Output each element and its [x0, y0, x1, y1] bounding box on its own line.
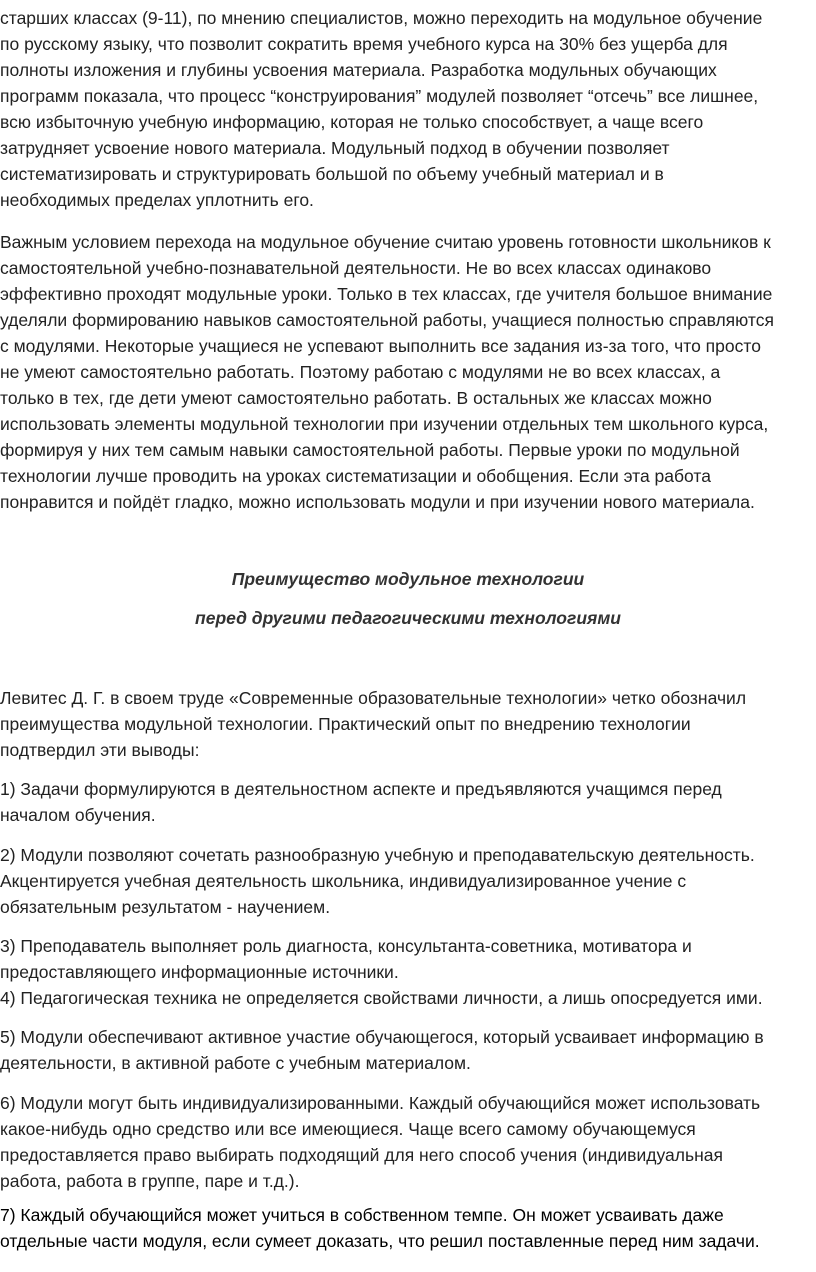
- list-item-5: [0, 1024, 816, 1076]
- section-heading-line-1: Преимущество модульное технологии: [231, 569, 585, 589]
- text-line: с модулями. Некоторые учащиеся не успевают выполнить все задания из-за того, что просто: [0, 336, 761, 356]
- text-line: отдельные части модуля, если сумеет доказать, что решил поставленные перед ним задачи.: [0, 1231, 760, 1251]
- text-line: всю избыточную учебную информацию, которая не только способствует, а чаще всего: [0, 112, 704, 132]
- text-line: предоставляется право выбирать подходящий для него способ учения (индивидуальная: [0, 1145, 723, 1165]
- text-line: старших классах (9-11), по мнению специалистов, можно переходить на модульное обучение: [0, 8, 763, 28]
- text-line: уделяли формированию навыков самостоятельной работы, учащиеся полностью справляются: [0, 310, 774, 330]
- text-line: началом обучения.: [0, 805, 156, 825]
- text-line: 3) Преподаватель выполняет роль диагноста, консультанта-советника, мотиватора и: [0, 936, 692, 956]
- text-line: не умеют самостоятельно работать. Поэтому работаю с модулями не во всех классах, а: [0, 362, 721, 382]
- list-item-2: [0, 842, 816, 920]
- text-line: какое-нибудь одно средство или все имеющиеся. Чаще всего самому обучающемуся: [0, 1119, 696, 1139]
- text-line: преимущества модульной технологии. Практический опыт по внедрению технологии: [0, 714, 691, 734]
- list-item-1: [0, 776, 816, 828]
- text-line: эффективно проходят модульные уроки. Только в тех классах, где учителя большое внимание: [0, 284, 773, 304]
- text-line: затрудняет усвоение нового материала. Модульный подход в обучении позволяет: [0, 138, 670, 158]
- list-item-6: [0, 1090, 816, 1194]
- list-item-7: [0, 1202, 816, 1254]
- text-line: полноты изложения и глубины усвоения материала. Разработка модульных обучающих: [0, 60, 717, 80]
- text-line: предоставляющего информационные источники.: [0, 962, 399, 982]
- text-line: Левитес Д. Г. в своем труде «Современные образовательные технологии» четко обозначил: [0, 688, 747, 708]
- text-line: деятельности, в активной работе с учебным материалом.: [0, 1053, 471, 1073]
- text-line: понравится и пойдёт гладко, можно использовать модули и при изучении нового материала.: [0, 492, 755, 512]
- text-line: Важным условием перехода на модульное обучение считаю уровень готовности школьников к: [0, 232, 771, 252]
- text-line: по русскому языку, что позволит сократить время учебного курса на 30% без ущерба для: [0, 34, 728, 54]
- text-line: самостоятельной учебно-познавательной деятельности. Не во всех классах одинаково: [0, 258, 712, 278]
- text-line: необходимых пределах уплотнить его.: [0, 190, 314, 210]
- text-line: 7) Каждый обучающийся может учиться в собственном темпе. Он может усваивать даже: [0, 1205, 724, 1225]
- paragraph-readiness-condition: [0, 229, 816, 515]
- text-line: 2) Модули позволяют сочетать разнообразную учебную и преподавательскую деятельность.: [0, 845, 755, 865]
- text-line: 6) Модули могут быть индивидуализированными. Каждый обучающийся может использовать: [0, 1093, 761, 1113]
- text-line: работа, работа в группе, паре и т.д.).: [0, 1171, 300, 1191]
- list-item-3-4: [0, 933, 816, 1011]
- text-line: систематизировать и структурировать большой по объему учебный материал и в: [0, 164, 664, 184]
- paragraph-modular-transition: [0, 5, 816, 213]
- text-line: обязательным результатом - научением.: [0, 897, 331, 917]
- text-line: формируя у них тем самым навыки самостоятельной работы. Первые уроки по модульной: [0, 440, 740, 460]
- text-line: 5) Модули обеспечивают активное участие обучающегося, который усваивает информацию в: [0, 1027, 764, 1047]
- text-line: Акцентируется учебная деятельность школьника, индивидуализированное учение с: [0, 871, 687, 891]
- text-line: 4) Педагогическая техника не определяется свойствами личности, а лишь опосредуется ими.: [0, 988, 763, 1008]
- text-line: технологии лучше проводить на уроках систематизации и обобщения. Если эта работа: [0, 466, 711, 486]
- text-line: только в тех, где дети умеют самостоятельно работать. В остальных же классах можно: [0, 388, 712, 408]
- text-line: подтвердил эти выводы:: [0, 740, 200, 760]
- text-line: использовать элементы модульной технологии при изучении отдельных тем школьного курса,: [0, 414, 769, 434]
- section-heading-line-2: перед другими педагогическими технологиями: [195, 608, 621, 628]
- text-line: программ показала, что процесс “конструирования” модулей позволяет “отсечь” все лишнее,: [0, 86, 759, 106]
- text-line: 1) Задачи формулируются в деятельностном аспекте и предъявляются учащимся перед: [0, 779, 722, 799]
- paragraph-levites-intro: [0, 685, 816, 763]
